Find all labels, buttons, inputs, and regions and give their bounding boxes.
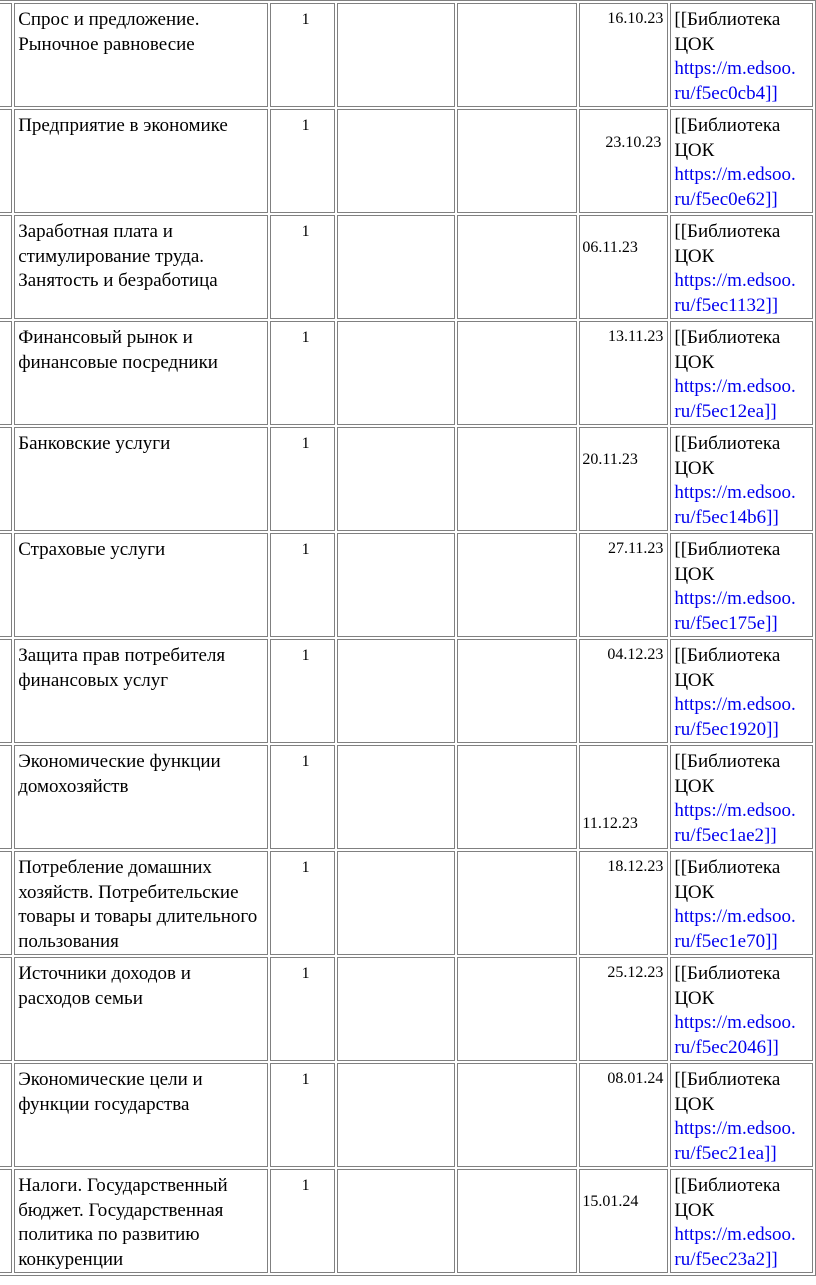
resource-library-label: [[Библиотека xyxy=(674,751,781,772)
practical-work-cell xyxy=(457,321,577,425)
hours-cell: 1 xyxy=(270,1063,334,1167)
resource-link-continued[interactable]: ru/f5ec1ae2]] xyxy=(674,824,777,846)
resource-library-label: [[Библиотека xyxy=(674,963,781,984)
practical-work-cell xyxy=(457,1063,577,1167)
hours-cell: 1 xyxy=(270,639,334,743)
topic-cell: Страховые услуги xyxy=(14,533,268,637)
date-cell xyxy=(579,109,668,213)
table-row xyxy=(0,3,813,107)
control-work-cell xyxy=(337,215,456,319)
row-number-cell xyxy=(0,1169,12,1273)
row-number-cell xyxy=(0,745,12,849)
resource-link-continued[interactable]: ru/f5ec2046]] xyxy=(674,1036,779,1058)
resource-cell xyxy=(670,321,813,425)
table-row xyxy=(0,745,813,849)
table-row xyxy=(0,215,813,319)
row-number-cell xyxy=(0,427,12,531)
row-number-cell xyxy=(0,321,12,425)
resource-cell xyxy=(670,957,813,1061)
resource-link[interactable]: https://m.edsoo. xyxy=(674,270,796,291)
row-number-cell xyxy=(0,639,12,743)
topic-cell: Предприятие в экономике xyxy=(14,109,268,213)
resource-library-label: [[Библиотека xyxy=(674,1069,781,1090)
resource-link[interactable]: https://m.edsoo. xyxy=(674,1224,796,1245)
practical-work-cell xyxy=(457,109,577,213)
date-text: 18.12.23 xyxy=(607,858,664,875)
practical-work-cell xyxy=(457,851,577,955)
row-number-cell xyxy=(0,3,12,107)
resource-library-label: [[Библиотека xyxy=(674,857,781,878)
hours-cell: 1 xyxy=(270,427,334,531)
control-work-cell xyxy=(337,1063,456,1167)
practical-work-cell xyxy=(457,3,577,107)
resource-cell xyxy=(670,851,813,955)
control-work-cell xyxy=(337,533,456,637)
resource-link[interactable]: https://m.edsoo. xyxy=(674,1012,796,1033)
control-work-cell xyxy=(337,745,456,849)
control-work-cell xyxy=(337,321,456,425)
table-row xyxy=(0,1169,813,1273)
resource-link[interactable]: https://m.edsoo. xyxy=(674,164,796,185)
row-number-cell xyxy=(0,533,12,637)
resource-org-label: ЦОК xyxy=(674,563,715,585)
date-text: 23.10.23 xyxy=(605,134,662,151)
row-number-cell xyxy=(0,109,12,213)
date-text: 08.01.24 xyxy=(607,1070,664,1087)
hours-cell: 1 xyxy=(270,3,334,107)
resource-link-continued[interactable]: ru/f5ec0cb4]] xyxy=(674,82,778,104)
resource-library-label: [[Библиотека xyxy=(674,645,781,666)
topic-cell: Источники доходов и расходов семьи xyxy=(14,957,268,1061)
hours-cell: 1 xyxy=(270,321,334,425)
topic-cell: Финансовый рынок и финансовые посредники xyxy=(14,321,268,425)
hours-cell: 1 xyxy=(270,851,334,955)
control-work-cell xyxy=(337,109,456,213)
date-cell xyxy=(579,639,668,743)
resource-link-continued[interactable]: ru/f5ec12ea]] xyxy=(674,400,777,422)
row-number-cell xyxy=(0,1063,12,1167)
resource-org-label: ЦОК xyxy=(674,139,715,161)
date-text: 04.12.23 xyxy=(607,646,664,663)
table-row xyxy=(0,957,813,1061)
resource-org-label: ЦОК xyxy=(674,775,715,797)
resource-link[interactable]: https://m.edsoo. xyxy=(674,482,796,503)
resource-link[interactable]: https://m.edsoo. xyxy=(674,58,796,79)
control-work-cell xyxy=(337,427,456,531)
resource-library-label: [[Библиотека xyxy=(674,1175,781,1196)
practical-work-cell xyxy=(457,1169,577,1273)
resource-cell xyxy=(670,427,813,531)
resource-org-label: ЦОК xyxy=(674,351,715,373)
resource-org-label: ЦОК xyxy=(674,669,715,691)
control-work-cell xyxy=(337,957,456,1061)
date-cell xyxy=(579,427,668,531)
resource-org-label: ЦОК xyxy=(674,457,715,479)
hours-cell: 1 xyxy=(270,1169,334,1273)
date-cell xyxy=(579,321,668,425)
resource-cell xyxy=(670,109,813,213)
resource-link-continued[interactable]: ru/f5ec175e]] xyxy=(674,612,778,634)
resource-cell xyxy=(670,533,813,637)
topic-cell: Защита прав потребителя финансовых услуг xyxy=(14,639,268,743)
date-text: 11.12.23 xyxy=(582,815,638,832)
resource-library-label: [[Библиотека xyxy=(674,539,781,560)
resource-library-label: [[Библиотека xyxy=(674,221,781,242)
topic-cell: Налоги. Государственный бюджет. Государственная политика по развитию конкуренции xyxy=(14,1169,268,1273)
topic-cell: Банковские услуги xyxy=(14,427,268,531)
practical-work-cell xyxy=(457,639,577,743)
date-cell xyxy=(579,957,668,1061)
topic-cell: Заработная плата и стимулирование труда. Занятость и безработица xyxy=(14,215,268,319)
table-row xyxy=(0,427,813,531)
resource-library-label: [[Библиотека xyxy=(674,433,781,454)
date-cell xyxy=(579,3,668,107)
resource-library-label: [[Библиотека xyxy=(674,327,781,348)
date-text: 06.11.23 xyxy=(582,239,638,256)
row-number-cell xyxy=(0,215,12,319)
date-text: 15.01.24 xyxy=(582,1193,639,1210)
row-number-cell xyxy=(0,957,12,1061)
resource-cell xyxy=(670,639,813,743)
resource-library-label: [[Библиотека xyxy=(674,115,781,136)
date-text: 27.11.23 xyxy=(607,540,664,557)
resource-org-label: ЦОК xyxy=(674,1093,715,1115)
resource-org-label: ЦОК xyxy=(674,245,715,267)
practical-work-cell xyxy=(457,533,577,637)
date-cell xyxy=(579,1063,668,1167)
topic-cell: Экономические цели и функции государства xyxy=(14,1063,268,1167)
practical-work-cell xyxy=(457,745,577,849)
date-cell xyxy=(579,745,668,849)
resource-link-continued[interactable]: ru/f5ec0e62]] xyxy=(674,188,778,210)
table-row xyxy=(0,639,813,743)
table-row xyxy=(0,533,813,637)
resource-link[interactable]: https://m.edsoo. xyxy=(674,376,796,397)
lesson-rows xyxy=(0,3,813,1273)
date-text: 20.11.23 xyxy=(582,451,638,468)
resource-link-continued[interactable]: ru/f5ec23a2]] xyxy=(674,1248,778,1270)
resource-cell xyxy=(670,1169,813,1273)
control-work-cell xyxy=(337,851,456,955)
control-work-cell xyxy=(337,3,456,107)
resource-link-continued[interactable]: ru/f5ec1e70]] xyxy=(674,930,778,952)
table-row xyxy=(0,1063,813,1167)
row-number-cell xyxy=(0,851,12,955)
resource-cell xyxy=(670,3,813,107)
resource-link-continued[interactable]: ru/f5ec1920]] xyxy=(674,718,779,740)
topic-cell: Спрос и предложение. Рыночное равновесие xyxy=(14,3,268,107)
resource-org-label: ЦОК xyxy=(674,1199,715,1221)
resource-link-continued[interactable]: ru/f5ec21ea]] xyxy=(674,1142,777,1164)
resource-link[interactable]: https://m.edsoo. xyxy=(674,694,796,715)
hours-cell: 1 xyxy=(270,957,334,1061)
resource-library-label: [[Библиотека xyxy=(674,9,781,30)
practical-work-cell xyxy=(457,427,577,531)
resource-cell xyxy=(670,745,813,849)
date-cell xyxy=(579,851,668,955)
date-text: 13.11.23 xyxy=(607,328,664,345)
control-work-cell xyxy=(337,639,456,743)
topic-cell: Экономические функции домохозяйств xyxy=(14,745,268,849)
date-text: 16.10.23 xyxy=(607,10,664,27)
resource-link[interactable]: https://m.edsoo. xyxy=(674,800,796,821)
resource-link-continued[interactable]: ru/f5ec1132]] xyxy=(674,294,779,316)
resource-org-label: ЦОК xyxy=(674,33,715,55)
practical-work-cell xyxy=(457,215,577,319)
hours-cell: 1 xyxy=(270,109,334,213)
hours-cell: 1 xyxy=(270,533,334,637)
resource-org-label: ЦОК xyxy=(674,987,715,1009)
control-work-cell xyxy=(337,1169,456,1273)
resource-cell xyxy=(670,1063,813,1167)
resource-cell xyxy=(670,215,813,319)
resource-link[interactable]: https://m.edsoo. xyxy=(674,588,796,609)
table-row xyxy=(0,851,813,955)
table-row xyxy=(0,321,813,425)
resource-link-continued[interactable]: ru/f5ec14b6]] xyxy=(674,506,779,528)
resource-link[interactable]: https://m.edsoo. xyxy=(674,906,796,927)
date-cell xyxy=(579,215,668,319)
table-row xyxy=(0,109,813,213)
date-cell xyxy=(579,1169,668,1273)
practical-work-cell xyxy=(457,957,577,1061)
resource-link[interactable]: https://m.edsoo. xyxy=(674,1118,796,1139)
resource-org-label: ЦОК xyxy=(674,881,715,903)
hours-cell: 1 xyxy=(270,745,334,849)
topic-cell: Потребление домашних хозяйств. Потребительские товары и товары длительного пользования xyxy=(14,851,268,955)
date-cell xyxy=(579,533,668,637)
date-text: 25.12.23 xyxy=(607,964,664,981)
hours-cell: 1 xyxy=(270,215,334,319)
